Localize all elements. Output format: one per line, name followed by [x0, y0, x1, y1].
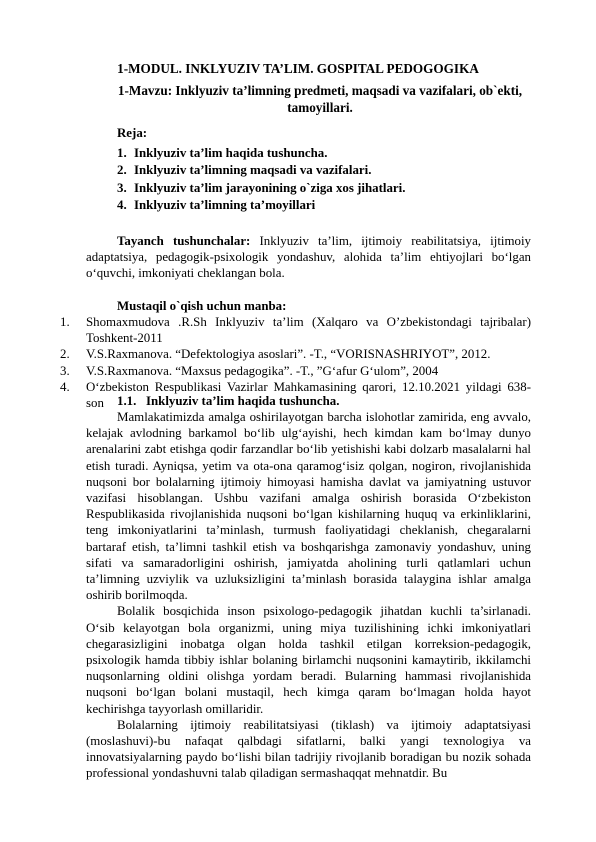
plan-item-number: 3. — [117, 180, 127, 195]
section-number: 1.1. — [117, 394, 137, 408]
source-item-text: V.S.Raxmanova. “Defektologiya asoslari”. -T., “VORISNASHRIYOT”, 2012. — [86, 347, 491, 362]
source-item-text: O‘zbekiston Respublikasi Vazirlar Mahkamasining qarori, 12.10.2021 yildagi 638-son — [86, 379, 531, 411]
plan-item — [117, 180, 405, 197]
plan-list — [117, 145, 405, 215]
source-item-number: 1. — [60, 315, 70, 329]
source-item-text: Shomaxmudova .R.Sh Inklyuziv ta’lim (Xalqaro va O’zbekistondagi tajribalar) Toshkent-2011 — [86, 315, 531, 346]
plan-item-text: Inklyuziv ta’limning ta’moyillari — [134, 198, 316, 213]
plan-item — [117, 162, 405, 179]
body-paragraph: Bolalarning ijtimoiy reabilitatsiyasi (tiklash) va ijtimoiy adaptatsiyasi (moslashuvi)-bu nafaqat qalbdagi sifatlarni, balki yangi texnologiya va innovatsiyalarning paydo bo‘lishi bilan tadrijiy rivojlanib boradigan bu nozik sohada professional yondashuvni talab qiladigan sermashaqqat mehnatdir. Bu — [86, 717, 531, 781]
section-heading — [117, 393, 339, 409]
plan-item-number: 1. — [117, 146, 127, 160]
section-body — [86, 409, 531, 782]
plan-item — [117, 145, 405, 162]
key-concepts-paragraph — [86, 233, 531, 282]
source-item — [60, 363, 531, 379]
section-title: Inklyuziv ta’lim haqida tushuncha. — [146, 394, 340, 408]
source-item-number: 2. — [60, 347, 70, 362]
source-item-number: 3. — [60, 363, 70, 378]
plan-item-text: Inklyuziv ta’limning maqsadi va vazifalari. — [134, 163, 372, 178]
plan-item-number: 2. — [117, 163, 127, 178]
body-paragraph: Bolalik bosqichida inson psixologo-pedagogik jihatdan kuchli ta’sirlanadi. O‘sib kelayotgan bola organizmi, uning miya tuzilishining ichki imkoniyatlari chegarasizligini inobatga olgan holda tashkil etilgan korreksion-pedagogik, psixologik hamda tibbiy ishlar bolaning birlamchi nuqsonini kamaytirib, ikkilamchi nuqsonlarning oldini olishga yordam beradi. Bularning hammasi rivojlanishida nuqsoni bo‘lgan bolani mustaqil, hech kimga qaram bo‘lmagan holda hayot kechirishga tayyorlash omillaridir. — [86, 604, 531, 716]
plan-item-number: 4. — [117, 198, 127, 213]
module-title: 1-MODUL. INKLYUZIV TA’LIM. GOSPITAL PEDOGOGIKA — [117, 61, 479, 76]
sources-heading: Mustaqil o`qish uchun manba: — [117, 299, 287, 313]
plan-item — [117, 197, 405, 214]
plan-item-text: Inklyuziv ta’lim haqida tushuncha. — [134, 146, 328, 160]
plan-heading: Reja: — [117, 126, 148, 140]
source-item — [60, 314, 531, 346]
body-paragraph: Mamlakatimizda amalga oshirilayotgan barcha islohotlar zamirida, eng avvalo, kelajak avlodning barkamol bo‘lib ulg‘ayishi, hech kimdan kam bo‘lmay dunyo arenalarini zabt etishga qodir farzandlar bo‘lib yetishishi kabi dolzarb masalalarni hal etish turadi. Ayniqsa, yetim va ota-ona qaramog‘isiz qolgan, nogiron, rivojlanishida nuqsoni bor bolalarning ijtimoiy himoyasi hamisha davlat va jamiyatning ustuvor vazifasi hisoblangan. Ushbu vazifani amalga oshirish borasida O‘zbekiston Respublikasida rivojlanishida nuqsoni bo‘lgan kishilarning huquq va erkinliklarini, teng imkoniyatlarini ta’minlash, turmush faoliyatidagi cheklanish, chegaralarni bartaraf etish, ta’limni tashkil etish va boshqarishga zamonaviy yondashuv, uning sifati va samaradorligini oshirish, jamiyatda aholining turli qatlamlari uchun ta’limning uzviylik va uzluksizligini ta’minlash borasida talaygina ishlar amalga oshirib borilmoqda. — [86, 410, 531, 603]
plan-item-text: Inklyuziv ta’lim jarayonining o`ziga xos jihatlari. — [134, 180, 406, 195]
key-concepts-text: Inklyuziv ta’lim, ijtimoiy reabilitatsiya, ijtimoiy adaptatsiya, pedagogik-psixologik yondashuv, alohida ta’lim ehtiyojlari bo‘lgan o‘quvchi, imkoniyati cheklangan bola. — [86, 234, 531, 281]
key-concepts-label: Tayanch tushunchalar: — [117, 234, 251, 248]
topic-title: 1-Mavzu: Inklyuziv ta’limning predmeti, maqsadi va vazifalari, ob`ekti, tamoyillari. — [117, 83, 523, 115]
source-item — [60, 346, 531, 362]
source-item-number: 4. — [60, 379, 70, 394]
source-item-text: V.S.Raxmanova. “Maxsus pedagogika”. -T., ”G‘afur G‘ulom”, 2004 — [86, 363, 439, 378]
